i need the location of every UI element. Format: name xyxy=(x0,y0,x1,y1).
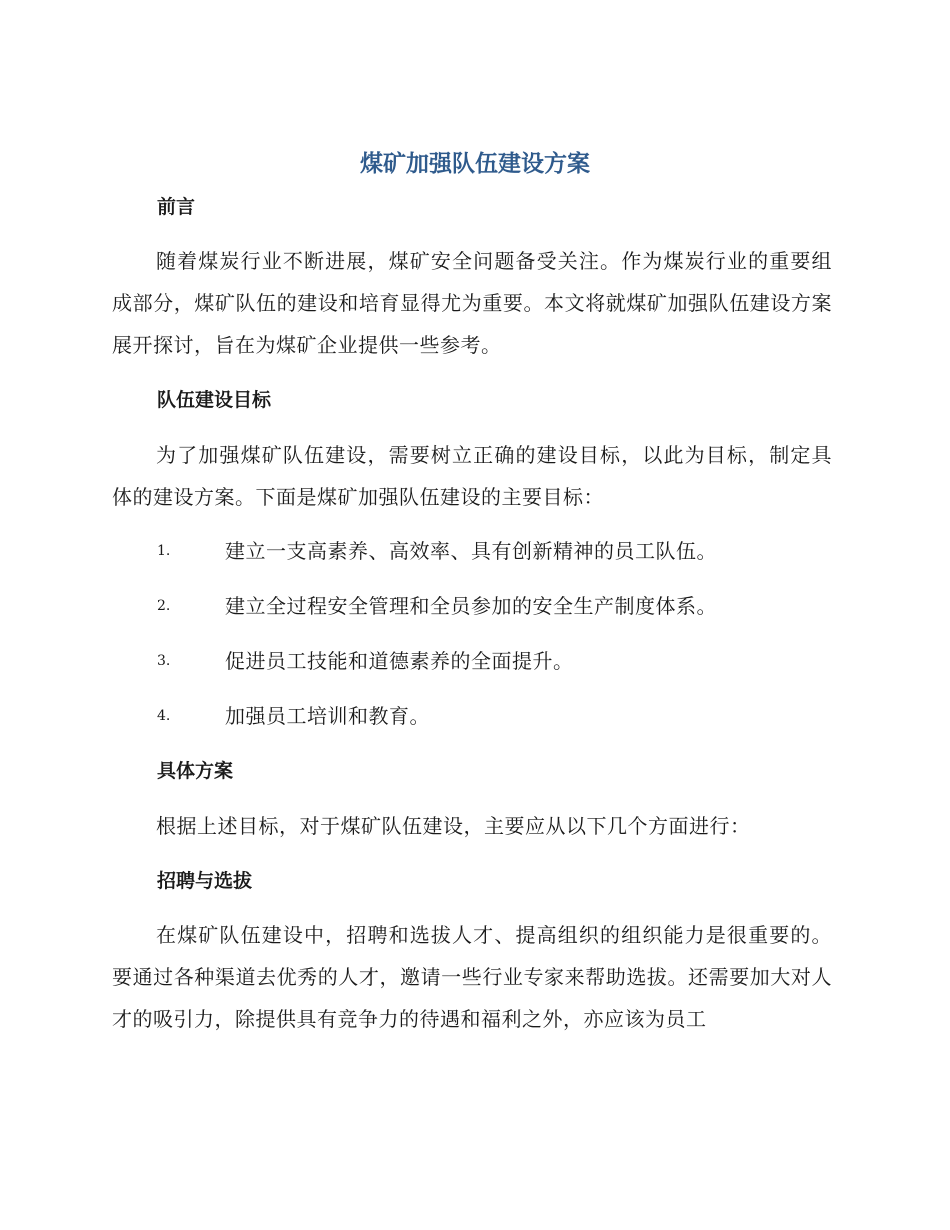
list-text: 促进员工技能和道德素养的全面提升。 xyxy=(225,649,574,673)
heading-recruit: 招聘与选拔 xyxy=(157,870,253,892)
paragraph-plan-intro: 根据上述目标，对于煤矿队伍建设，主要应从以下几个方面进行： xyxy=(156,814,751,838)
heading-preface: 前言 xyxy=(157,196,196,218)
list-number: 2. xyxy=(157,598,171,614)
list-text: 建立一支高素养、高效率、具有创新精神的员工队伍。 xyxy=(225,539,717,563)
paragraph-goals-intro: 为了加强煤矿队伍建设，需要树立正确的建设目标，以此为目标，制定具体的建设方案。下面是煤矿加强队伍建设的主要目标： xyxy=(112,443,832,509)
list-item xyxy=(157,644,574,678)
paragraph-preface: 随着煤炭行业不断进展，煤矿安全问题备受关注。作为煤炭行业的重要组成部分，煤矿队伍的建设和培育显得尤为重要。本文将就煤矿加强队伍建设方案展开探讨，旨在为煤矿企业提供一些参考。 xyxy=(112,249,832,357)
list-item xyxy=(157,699,430,733)
document-title: 煤矿加强队伍建设方案 xyxy=(360,151,590,177)
heading-goals: 队伍建设目标 xyxy=(157,389,272,411)
list-text: 加强员工培训和教育。 xyxy=(225,704,430,728)
list-number: 3. xyxy=(157,653,171,669)
paragraph-recruit: 在煤矿队伍建设中，招聘和选拔人才、提高组织的组织能力是很重要的。要通过各种渠道去优秀的人才，邀请一些行业专家来帮助选拔。还需要加大对人才的吸引力，除提供具有竞争力的待遇和福利之外，亦应该为员工 xyxy=(112,923,832,1031)
list-item xyxy=(157,534,717,568)
list-text: 建立全过程安全管理和全员参加的安全生产制度体系。 xyxy=(225,594,717,618)
list-number: 1. xyxy=(157,543,171,559)
list-number: 4. xyxy=(157,708,171,724)
heading-plan: 具体方案 xyxy=(157,760,234,782)
list-item xyxy=(157,589,717,623)
